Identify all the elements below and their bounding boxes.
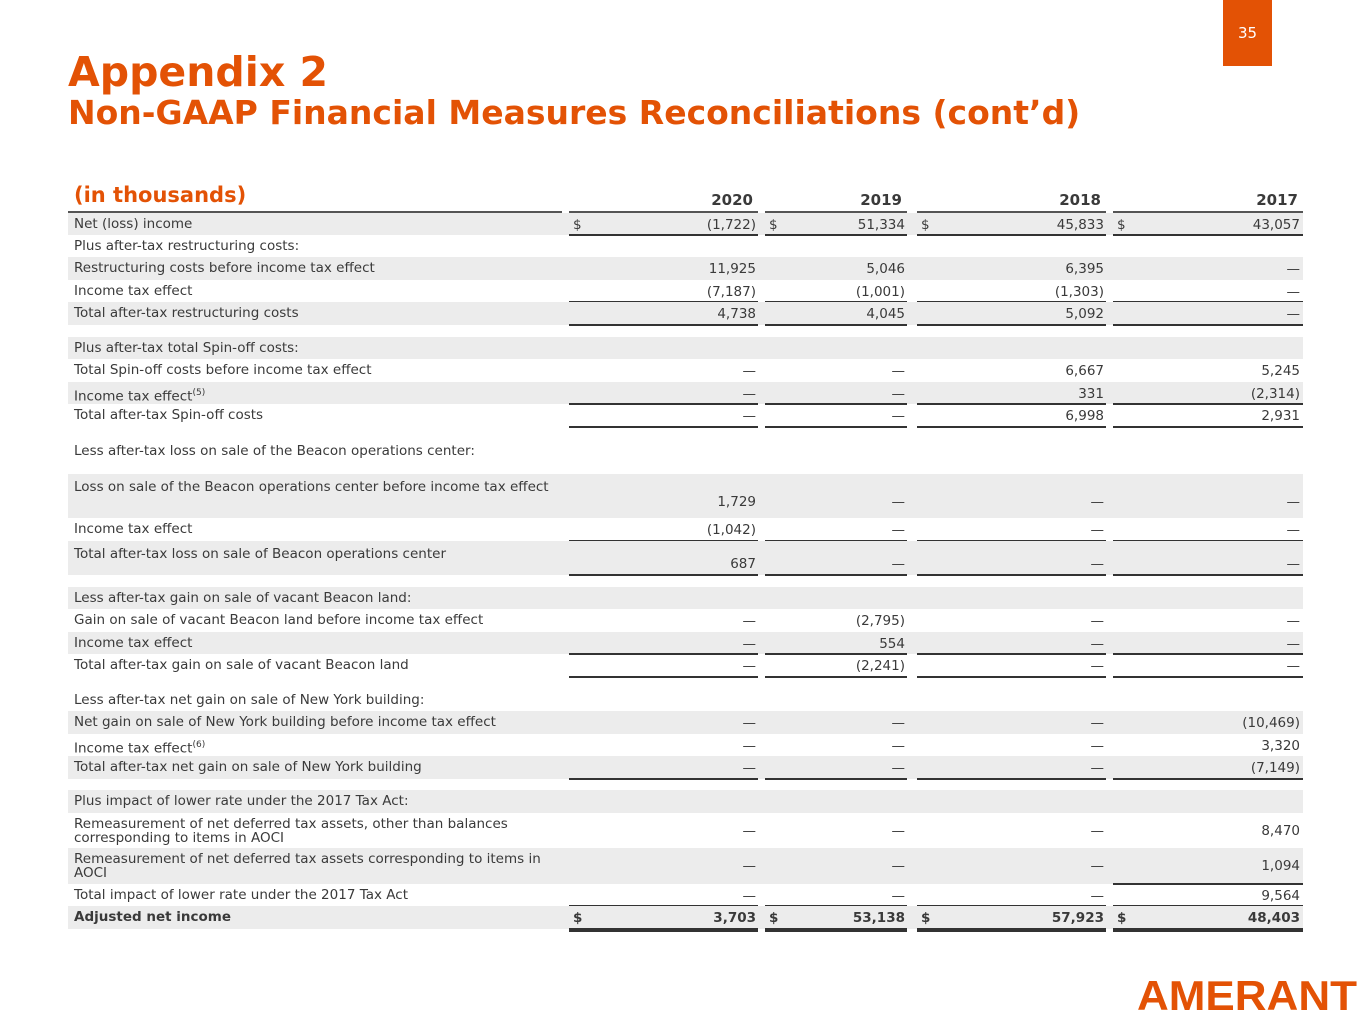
cell-beacon-ops-total-0: 687 bbox=[730, 556, 756, 572]
cell-net-income-0: (1,722) bbox=[706, 217, 756, 233]
underline-rule bbox=[569, 930, 758, 932]
row-label-text: Plus after-tax restructuring costs: bbox=[74, 238, 300, 254]
page-title: Appendix 2 bbox=[68, 48, 329, 96]
cell-beacon-ops-tax-0: (1,042) bbox=[706, 522, 756, 538]
row-label-text: Plus after-tax total Spin-off costs: bbox=[74, 340, 299, 356]
year-header-2019: 2019 bbox=[860, 191, 902, 209]
cell-ny-total-0: — bbox=[742, 760, 756, 776]
row-label-remeasure-aoci bbox=[74, 852, 544, 880]
row-label-text: Net gain on sale of New York building before income tax effect bbox=[74, 714, 496, 730]
page-subtitle: Non-GAAP Financial Measures Reconciliations (cont’d) bbox=[68, 93, 1081, 132]
row-label-net-income bbox=[74, 217, 192, 231]
cell-beacon-ops-total-1: — bbox=[891, 556, 905, 572]
underline-rule bbox=[1113, 324, 1303, 326]
cell-restructuring-tax-2: (1,303) bbox=[1054, 284, 1104, 300]
cell-remeasure-other-1: — bbox=[891, 823, 905, 839]
cell-spinoff-total-0: — bbox=[742, 408, 756, 424]
underline-rule bbox=[1113, 234, 1303, 236]
row-label-text: Restructuring costs before income tax effect bbox=[74, 260, 375, 276]
cell-net-income-3: 43,057 bbox=[1252, 217, 1300, 233]
cell-beacon-land-total-3: — bbox=[1286, 658, 1300, 674]
cell-beacon-ops-tax-1: — bbox=[891, 522, 905, 538]
row-label-plus-spinoff bbox=[74, 341, 299, 355]
underline-rule bbox=[569, 403, 758, 405]
row-label-restructuring-before bbox=[74, 261, 375, 275]
row-label-text: Total impact of lower rate under the 2017 Tax Act bbox=[74, 887, 408, 903]
cell-restructuring-tax-0: (7,187) bbox=[706, 284, 756, 300]
row-label-beacon-ops-total bbox=[74, 547, 446, 561]
cell-beacon-land-tax-1: 554 bbox=[879, 636, 905, 652]
row-label-beacon-ops-tax bbox=[74, 522, 192, 536]
row-label-text: Remeasurement of net deferred tax assets corresponding to items in AOCI bbox=[74, 851, 541, 881]
cell-ny-tax-2: — bbox=[1090, 738, 1104, 754]
row-label-spinoff-total bbox=[74, 408, 263, 422]
cell-spinoff-tax-3: (2,314) bbox=[1250, 386, 1300, 402]
underline-rule bbox=[765, 930, 907, 932]
underline-rule bbox=[1113, 653, 1303, 655]
underline-rule bbox=[765, 574, 907, 576]
underline-rule bbox=[1113, 403, 1303, 405]
underline-rule bbox=[765, 324, 907, 326]
currency-sign: $ bbox=[769, 217, 778, 233]
row-label-beacon-ops-before bbox=[74, 480, 549, 494]
underline-rule bbox=[765, 403, 907, 405]
cell-beacon-land-total-1: (2,241) bbox=[855, 658, 905, 674]
underline-rule bbox=[765, 676, 907, 678]
underline-rule bbox=[917, 426, 1106, 428]
cell-ny-tax-0: — bbox=[742, 738, 756, 754]
cell-spinoff-tax-2: 331 bbox=[1078, 386, 1104, 402]
row-label-restructuring-total bbox=[74, 306, 299, 320]
cell-net-income-2: 45,833 bbox=[1056, 217, 1104, 233]
row-label-text: Plus impact of lower rate under the 2017 Tax Act: bbox=[74, 793, 409, 809]
row-label-text: Total after-tax net gain on sale of New York building bbox=[74, 759, 422, 775]
currency-sign: $ bbox=[769, 910, 779, 926]
underline-rule bbox=[917, 930, 1106, 932]
cell-ny-total-3: (7,149) bbox=[1250, 760, 1300, 776]
row-label-text: Total after-tax Spin-off costs bbox=[74, 407, 264, 423]
cell-beacon-ops-before-0: 1,729 bbox=[717, 494, 756, 510]
row-label-less-beacon-ops bbox=[74, 444, 475, 458]
cell-restructuring-before-3: — bbox=[1286, 261, 1300, 277]
cell-beacon-land-before-1: (2,795) bbox=[855, 613, 905, 629]
underline-rule bbox=[1113, 778, 1303, 780]
underline-rule bbox=[1113, 676, 1303, 678]
underline-rule bbox=[765, 778, 907, 780]
underline-rule bbox=[569, 574, 758, 576]
row-label-text: Total after-tax loss on sale of Beacon operations center bbox=[74, 546, 446, 562]
cell-adjusted-0: 3,703 bbox=[713, 910, 756, 926]
cell-restructuring-tax-3: — bbox=[1286, 284, 1300, 300]
cell-remeasure-aoci-2: — bbox=[1090, 858, 1104, 874]
cell-tax-act-total-2: — bbox=[1090, 888, 1104, 904]
cell-remeasure-other-3: 8,470 bbox=[1261, 823, 1300, 839]
underline-rule bbox=[765, 234, 907, 236]
row-label-text: Total after-tax gain on sale of vacant Beacon land bbox=[74, 657, 409, 673]
cell-spinoff-before-3: 5,245 bbox=[1261, 363, 1300, 379]
underline-rule bbox=[569, 324, 758, 326]
row-label-remeasure-other bbox=[74, 817, 544, 845]
row-label-spinoff-tax bbox=[74, 386, 205, 404]
cell-beacon-land-before-2: — bbox=[1090, 613, 1104, 629]
underline-rule bbox=[917, 403, 1106, 405]
row-label-ny-total bbox=[74, 760, 422, 774]
underline-rule bbox=[569, 653, 758, 655]
cell-ny-before-1: — bbox=[891, 715, 905, 731]
cell-ny-total-2: — bbox=[1090, 760, 1104, 776]
year-header-2017: 2017 bbox=[1256, 191, 1298, 209]
cell-beacon-ops-tax-2: — bbox=[1090, 522, 1104, 538]
cell-beacon-ops-tax-3: — bbox=[1286, 522, 1300, 538]
row-label-beacon-land-total bbox=[74, 658, 409, 672]
row-label-text: Less after-tax net gain on sale of New York building: bbox=[74, 692, 425, 708]
currency-sign: $ bbox=[1117, 217, 1126, 233]
cell-spinoff-before-0: — bbox=[742, 363, 756, 379]
cell-remeasure-aoci-0: — bbox=[742, 858, 756, 874]
currency-sign: $ bbox=[1117, 910, 1127, 926]
cell-beacon-land-tax-0: — bbox=[742, 636, 756, 652]
cell-beacon-ops-total-3: — bbox=[1286, 556, 1300, 572]
row-label-text: Adjusted net income bbox=[74, 909, 232, 925]
row-label-plus-restructuring bbox=[74, 239, 299, 253]
row-label-less-beacon-land bbox=[74, 591, 411, 605]
currency-sign: $ bbox=[921, 910, 931, 926]
underline-rule bbox=[1113, 930, 1303, 932]
cell-restructuring-total-3: — bbox=[1286, 306, 1300, 322]
row-label-tax-act-total bbox=[74, 888, 408, 902]
cell-ny-before-2: — bbox=[1090, 715, 1104, 731]
currency-sign: $ bbox=[573, 910, 583, 926]
currency-sign: $ bbox=[573, 217, 582, 233]
cell-tax-act-total-0: — bbox=[742, 888, 756, 904]
underline-rule bbox=[917, 324, 1106, 326]
footnote-marker: (5) bbox=[192, 388, 206, 398]
cell-restructuring-total-2: 5,092 bbox=[1065, 306, 1104, 322]
cell-adjusted-3: 48,403 bbox=[1247, 910, 1300, 926]
cell-restructuring-total-0: 4,738 bbox=[717, 306, 756, 322]
underline-rule bbox=[569, 676, 758, 678]
page-number: 35 bbox=[1223, 0, 1272, 66]
cell-beacon-land-before-3: — bbox=[1286, 613, 1300, 629]
cell-beacon-ops-before-2: — bbox=[1090, 494, 1104, 510]
row-label-text: Gain on sale of vacant Beacon land before income tax effect bbox=[74, 612, 484, 628]
row-label-text: Income tax effect bbox=[74, 283, 193, 299]
cell-restructuring-total-1: 4,045 bbox=[866, 306, 905, 322]
underline-rule bbox=[917, 778, 1106, 780]
year-header-2020: 2020 bbox=[711, 191, 753, 209]
row-label-restructuring-tax bbox=[74, 284, 192, 298]
cell-spinoff-before-1: — bbox=[891, 363, 905, 379]
row-label-adjusted bbox=[74, 910, 231, 924]
cell-beacon-land-before-0: — bbox=[742, 613, 756, 629]
cell-restructuring-tax-1: (1,001) bbox=[855, 284, 905, 300]
row-label-plus-tax-act bbox=[74, 794, 409, 808]
cell-remeasure-other-0: — bbox=[742, 823, 756, 839]
year-header-2018: 2018 bbox=[1059, 191, 1101, 209]
underline-rule bbox=[569, 234, 758, 236]
cell-net-income-1: 51,334 bbox=[857, 217, 905, 233]
underline-rule bbox=[1113, 426, 1303, 428]
cell-tax-act-total-1: — bbox=[891, 888, 905, 904]
row-label-ny-before bbox=[74, 715, 496, 729]
underline-rule bbox=[917, 676, 1106, 678]
cell-beacon-ops-total-2: — bbox=[1090, 556, 1104, 572]
row-label-text: Total after-tax restructuring costs bbox=[74, 305, 299, 321]
cell-restructuring-before-2: 6,395 bbox=[1065, 261, 1104, 277]
cell-adjusted-2: 57,923 bbox=[1051, 910, 1104, 926]
row-label-text: Remeasurement of net deferred tax assets, other than balances corresponding to items in AOCI bbox=[74, 816, 508, 846]
logo-text: AMERANT bbox=[1137, 974, 1358, 1014]
cell-remeasure-other-2: — bbox=[1090, 823, 1104, 839]
cell-beacon-ops-before-1: — bbox=[891, 494, 905, 510]
underline-rule bbox=[917, 574, 1106, 576]
underline-rule bbox=[569, 778, 758, 780]
currency-sign: $ bbox=[921, 217, 930, 233]
cell-restructuring-before-1: 5,046 bbox=[866, 261, 905, 277]
row-label-text: Income tax effect bbox=[74, 388, 193, 405]
cell-spinoff-before-2: 6,667 bbox=[1065, 363, 1104, 379]
row-label-text: Loss on sale of the Beacon operations center before income tax effect bbox=[74, 479, 549, 495]
row-label-less-ny bbox=[74, 693, 424, 707]
row-label-text: Less after-tax loss on sale of the Beacon operations center: bbox=[74, 443, 475, 459]
cell-beacon-land-tax-2: — bbox=[1090, 636, 1104, 652]
cell-ny-before-0: — bbox=[742, 715, 756, 731]
cell-ny-before-3: (10,469) bbox=[1242, 715, 1300, 731]
underline-rule bbox=[765, 653, 907, 655]
row-label-text: Total Spin-off costs before income tax effect bbox=[74, 362, 372, 378]
cell-restructuring-before-0: 11,925 bbox=[708, 261, 756, 277]
cell-adjusted-1: 53,138 bbox=[852, 910, 905, 926]
row-label-ny-tax bbox=[74, 738, 205, 756]
row-label-text: Income tax effect bbox=[74, 740, 193, 757]
cell-beacon-ops-before-3: — bbox=[1286, 494, 1300, 510]
cell-remeasure-aoci-3: 1,094 bbox=[1261, 858, 1300, 874]
cell-spinoff-total-2: 6,998 bbox=[1065, 408, 1104, 424]
row-label-spinoff-before bbox=[74, 363, 372, 377]
footnote-marker: (6) bbox=[192, 740, 206, 750]
row-label-beacon-land-tax bbox=[74, 636, 192, 650]
row-label-beacon-land-before bbox=[74, 613, 483, 627]
row-label-text: Income tax effect bbox=[74, 635, 193, 651]
cell-spinoff-tax-0: — bbox=[742, 386, 756, 402]
cell-beacon-land-tax-3: — bbox=[1286, 636, 1300, 652]
cell-beacon-land-total-2: — bbox=[1090, 658, 1104, 674]
cell-beacon-land-total-0: — bbox=[742, 658, 756, 674]
underline-rule bbox=[1113, 574, 1303, 576]
amerant-logo bbox=[1137, 974, 1359, 1014]
underline-rule bbox=[917, 234, 1106, 236]
cell-ny-tax-3: 3,320 bbox=[1261, 738, 1300, 754]
underline-rule bbox=[1113, 883, 1303, 885]
row-label-text: Net (loss) income bbox=[74, 216, 193, 232]
underline-rule bbox=[917, 653, 1106, 655]
cell-spinoff-total-3: 2,931 bbox=[1261, 408, 1300, 424]
cell-tax-act-total-3: 9,564 bbox=[1261, 888, 1300, 904]
cell-spinoff-tax-1: — bbox=[891, 386, 905, 402]
cell-ny-tax-1: — bbox=[891, 738, 905, 754]
cell-remeasure-aoci-1: — bbox=[891, 858, 905, 874]
row-label-text: Income tax effect bbox=[74, 521, 193, 537]
cell-spinoff-total-1: — bbox=[891, 408, 905, 424]
underline-rule bbox=[569, 426, 758, 428]
unit-label: (in thousands) bbox=[74, 183, 247, 207]
underline-rule bbox=[765, 426, 907, 428]
cell-ny-total-1: — bbox=[891, 760, 905, 776]
row-label-text: Less after-tax gain on sale of vacant Beacon land: bbox=[74, 590, 412, 606]
